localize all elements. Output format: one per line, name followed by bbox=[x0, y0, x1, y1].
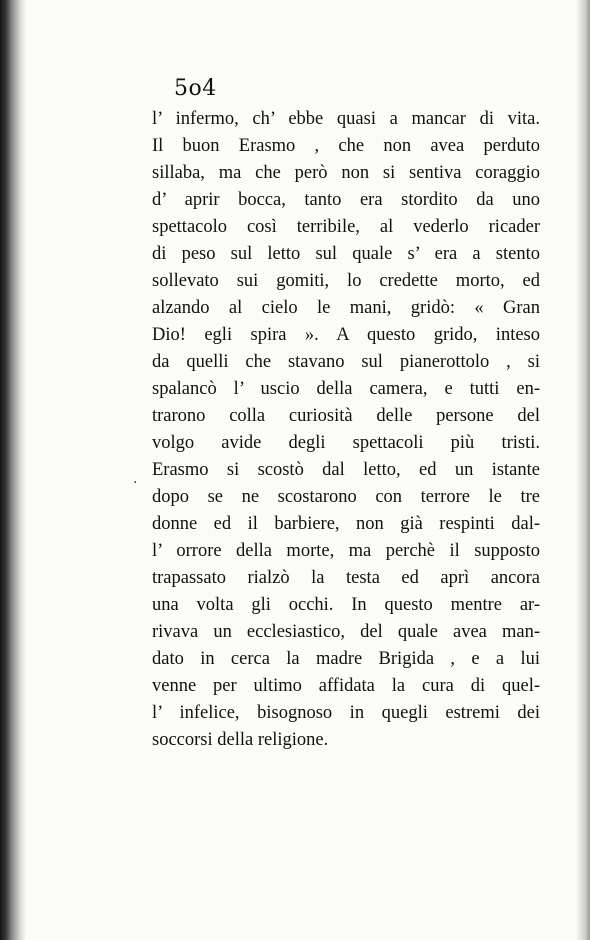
text-line: volgo avide degli spettacoli più tristi. bbox=[152, 433, 540, 453]
text-line: alzando al cielo le mani, gridò: « Gran bbox=[152, 298, 540, 318]
text-line: trapassato rialzò la testa ed aprì ancora bbox=[152, 568, 540, 588]
margin-mark: · bbox=[133, 475, 138, 491]
text-line: Il buon Erasmo , che non avea perduto bbox=[152, 136, 540, 156]
text-line: d’ aprir bocca, tanto era stordito da uno bbox=[152, 190, 540, 210]
text-line: l’ infermo, ch’ ebbe quasi a mancar di vita. bbox=[152, 109, 540, 129]
body-text bbox=[152, 106, 540, 754]
text-line: da quelli che stavano sul pianerottolo , si bbox=[152, 352, 540, 372]
page-number: 5o4 bbox=[174, 76, 217, 101]
text-line: Erasmo si scostò dal letto, ed un istante bbox=[152, 460, 540, 480]
text-line: soccorsi della religione. bbox=[152, 730, 329, 750]
text-line: rivava un ecclesiastico, del quale avea man- bbox=[152, 622, 540, 642]
text-line: spettacolo così terribile, al vederlo ricader bbox=[152, 217, 540, 237]
text-line: l’ orrore della morte, ma perchè il supposto bbox=[152, 541, 540, 561]
text-line: sollevato sui gomiti, lo credette morto, ed bbox=[152, 271, 540, 291]
text-line: di peso sul letto sul quale s’ era a stento bbox=[152, 244, 540, 264]
text-line: Dio! egli spira ». A questo grido, inteso bbox=[152, 325, 540, 345]
text-line: sillaba, ma che però non si sentiva coraggio bbox=[152, 163, 540, 183]
text-line: dato in cerca la madre Brigida , e a lui bbox=[152, 649, 540, 669]
text-line: l’ infelice, bisognoso in quegli estremi dei bbox=[152, 703, 540, 723]
binding-gutter bbox=[0, 0, 26, 940]
text-line: donne ed il barbiere, non già respinti dal- bbox=[152, 514, 540, 534]
text-line: una volta gli occhi. In questo mentre ar- bbox=[152, 595, 540, 615]
text-line: dopo se ne scostarono con terrore le tre bbox=[152, 487, 540, 507]
text-line: venne per ultimo affidata la cura di quel- bbox=[152, 676, 540, 696]
page-edge bbox=[576, 0, 590, 940]
text-line: trarono colla curiosità delle persone del bbox=[152, 406, 540, 426]
text-line: spalancò l’ uscio della camera, e tutti en- bbox=[152, 379, 540, 399]
